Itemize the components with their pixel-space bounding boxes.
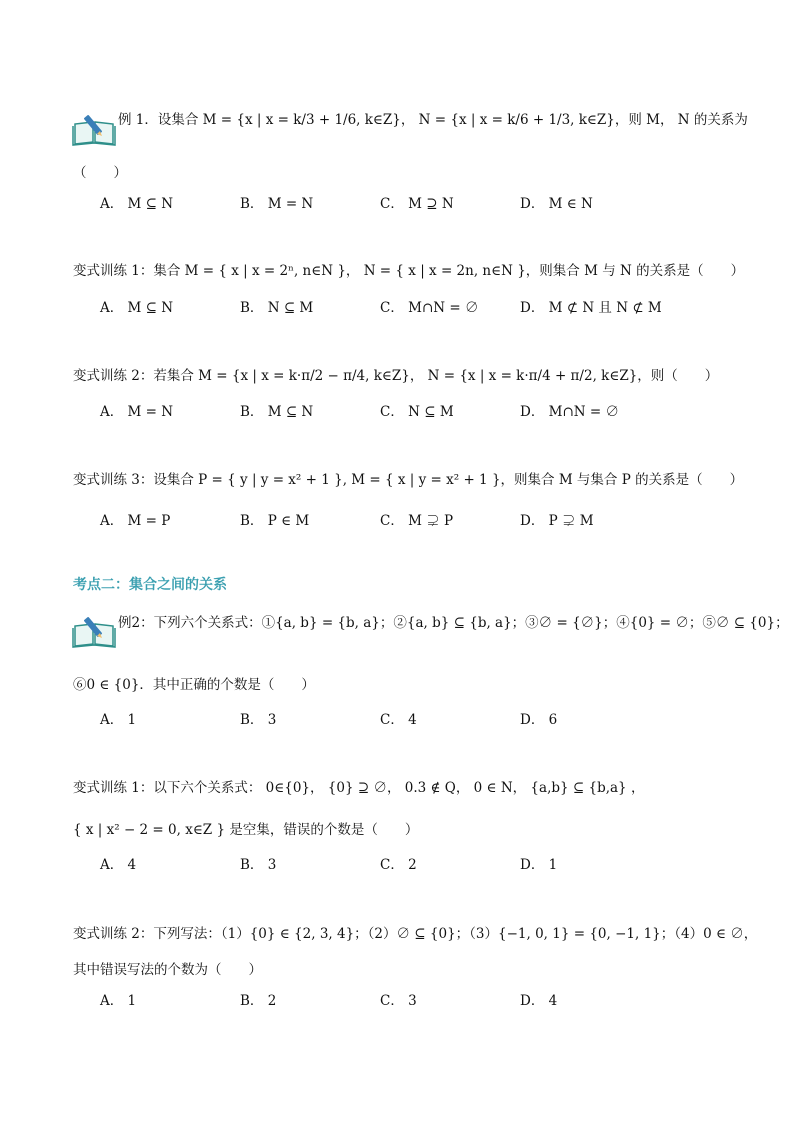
option-b[interactable]: B． M = N — [240, 196, 314, 212]
option-b[interactable]: B． P ∈ M — [240, 513, 310, 529]
variant-3-options — [100, 511, 720, 531]
variant-2-question: 变式训练 2：若集合 M = {x | x = k·π/2 − π/4, k∈Z}， N = {x | x = k·π/4 + π/2, k∈Z}，则（ ） — [73, 368, 719, 384]
option-d[interactable]: D． P ⊋ M — [520, 513, 594, 529]
option-c[interactable]: C． M ⊇ N — [380, 196, 454, 212]
variant-3-question: 变式训练 3：设集合 P = { y | y = x² + 1 }, M = { x | y = x² + 1 }，则集合 M 与集合 P 的关系是（ ） — [73, 472, 744, 488]
option-a[interactable]: A． M = P — [100, 513, 171, 529]
option-b[interactable]: B． 3 — [240, 857, 277, 873]
option-b[interactable]: B． 2 — [240, 993, 277, 1009]
variant-2-options — [100, 402, 720, 422]
option-b[interactable]: B． N ⊆ M — [240, 300, 314, 316]
variant-2-1-question-cont: { x | x² − 2 = 0, x∈Z } 是空集，错误的个数是（ ） — [73, 822, 419, 838]
book-pencil-icon — [72, 614, 116, 648]
option-c[interactable]: C． 4 — [380, 712, 417, 728]
option-c[interactable]: C． 3 — [380, 993, 417, 1009]
option-c[interactable]: C． 2 — [380, 857, 417, 873]
variant-2-2-options — [100, 991, 720, 1011]
section-heading: 考点二：集合之间的关系 — [73, 577, 227, 593]
option-a[interactable]: A． M ⊆ N — [100, 300, 174, 316]
option-b[interactable]: B． 3 — [240, 712, 277, 728]
variant-2-1-question: 变式训练 1：以下六个关系式： 0∈{0}， {0} ⊇ ∅， 0.3 ∉ Q， 0 ∈ N， {a,b} ⊆ {b,a} ， — [73, 780, 645, 796]
example-2-question-cont: ⑥0 ∈ {0}．其中正确的个数是（ ） — [73, 677, 315, 693]
example-2-options — [100, 710, 720, 730]
option-b[interactable]: B． M ⊆ N — [240, 404, 314, 420]
variant-1-question: 变式训练 1：集合 M = { x | x = 2ⁿ, n∈N }， N = { x | x = 2n, n∈N }，则集合 M 与 N 的关系是（ ） — [73, 263, 745, 279]
example-2-question: 例2：下列六个关系式：①{a, b} = {b, a}；②{a, b} ⊆ {b, a}；③∅ = {∅}；④{0} = ∅；⑤∅ ⊆ {0}； — [118, 615, 789, 631]
option-a[interactable]: A． 1 — [100, 993, 137, 1009]
example-1-options — [100, 194, 720, 214]
option-d[interactable]: D． M ⊄ N 且 N ⊄ M — [520, 300, 662, 316]
option-a[interactable]: A． M ⊆ N — [100, 196, 174, 212]
book-pencil-icon — [72, 112, 116, 146]
variant-1-options — [100, 298, 720, 318]
variant-2-2-question-cont: 其中错误写法的个数为（ ） — [73, 962, 262, 978]
option-a[interactable]: A． M = N — [100, 404, 174, 420]
option-d[interactable]: D． 1 — [520, 857, 558, 873]
option-c[interactable]: C． M∩N = ∅ — [380, 300, 479, 316]
example-1-blank: （ ） — [73, 165, 127, 181]
option-c[interactable]: C． M ⊋ P — [380, 513, 454, 529]
example-1-question: 例 1．设集合 M = {x | x = k/3 + 1/6, k∈Z}， N = {x | x = k/6 + 1/3, k∈Z}，则 M， N 的关系为 — [118, 112, 748, 128]
option-d[interactable]: D． 4 — [520, 993, 558, 1009]
option-d[interactable]: D． 6 — [520, 712, 558, 728]
variant-2-1-options — [100, 855, 720, 875]
variant-2-2-question: 变式训练 2：下列写法：（1）{0} ∈ {2, 3, 4}；（2）∅ ⊆ {0}；（3）{−1, 0, 1} = {0, −1, 1}；（4）0 ∈ ∅， — [73, 926, 758, 942]
option-a[interactable]: A． 1 — [100, 712, 137, 728]
option-d[interactable]: D． M ∈ N — [520, 196, 593, 212]
option-c[interactable]: C． N ⊆ M — [380, 404, 454, 420]
option-d[interactable]: D． M∩N = ∅ — [520, 404, 619, 420]
option-a[interactable]: A． 4 — [100, 857, 137, 873]
